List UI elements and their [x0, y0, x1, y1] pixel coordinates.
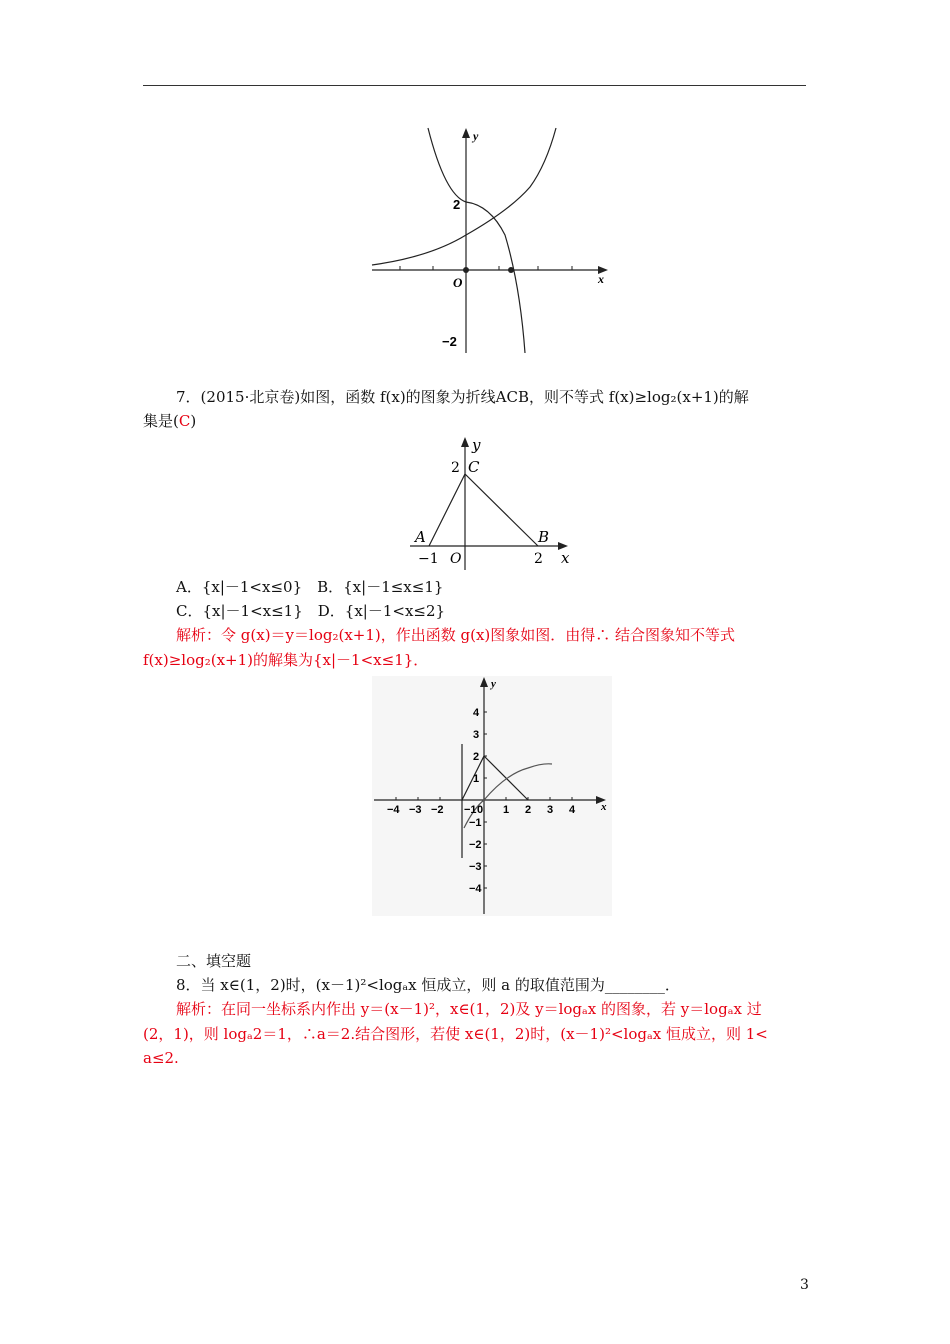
fig3-y-tick-neg3: −3	[469, 861, 482, 873]
fig3-x-tick-1: 1	[503, 804, 510, 816]
q7-option-line-1: A．{x|－1<x≤0} B．{x|－1≤x≤1}	[176, 578, 444, 596]
fig2-y-label: y	[472, 436, 481, 454]
fig3-x-tick-neg2: −2	[431, 804, 444, 816]
fig3-y-tick-3: 3	[473, 729, 480, 741]
q7-line1: 7．(2015·北京卷)如图，函数 f(x)的图象为折线ACB，则不等式 f(x)≥log₂(x+1)的解	[176, 388, 749, 406]
q8-analysis-line1	[176, 998, 762, 1020]
fig2-point-B: B	[538, 528, 550, 546]
fig3-y-label: y	[491, 678, 496, 690]
q8-question: 8．当 x∈(1，2)时，(x－1)²<logₐx 恒成立，则 a 的取值范围为________．	[176, 976, 680, 994]
fig2-point-C: C	[468, 458, 480, 476]
q7-line2	[143, 410, 196, 432]
q8-analysis-line2: (2，1)，则 logₐ2＝1，∴a＝2.结合图形，若使 x∈(1，2)时，(x－1)²<logₐx 恒成立，则 1<	[143, 1025, 768, 1043]
q7-analysis-text1: 令 g(x)＝y＝log₂(x+1)，作出函数 g(x)图象如图．由得∴ 结合图象知不等式	[221, 626, 736, 644]
fig3-y-tick-1: 1	[473, 773, 480, 785]
fig3-x-tick-neg3: −3	[409, 804, 422, 816]
page-number: 3	[800, 1277, 809, 1293]
fig3-y-tick-neg1: −1	[469, 817, 482, 829]
fig1-tick-neg2: −2	[442, 334, 457, 349]
fig3-x-label: x	[601, 801, 607, 813]
fig2-tick-neg1: −1	[418, 551, 439, 567]
fig2-point-A: A	[415, 528, 426, 546]
fig3-x-tick-3: 3	[547, 804, 554, 816]
fig3-y-tick-2: 2	[473, 751, 480, 763]
q7-analysis-line1	[176, 624, 735, 646]
fig1-tick-2: 2	[453, 197, 461, 212]
fig3-x-tick-4: 4	[569, 804, 576, 816]
q8-analysis-text1: 在同一坐标系内作出 y＝(x－1)²，x∈(1，2)及 y＝logₐx 的图象，若 y＝logₐx 过	[221, 1000, 762, 1018]
fig1-y-label: y	[473, 129, 479, 143]
fig3-y-tick-neg4: −4	[469, 883, 482, 895]
figure-2-graph	[408, 432, 578, 572]
q7-line2-suffix: )	[190, 412, 197, 430]
fig3-y-tick-4: 4	[473, 707, 480, 719]
figure-1-graph	[370, 125, 615, 355]
fig3-x-tick-neg1: −1	[464, 804, 477, 816]
fig2-tick-2y: 2	[451, 460, 460, 476]
fig3-x-tick-neg4: −4	[387, 804, 400, 816]
q7-answer: C	[178, 412, 191, 430]
fig3-x-tick-0: 0	[477, 804, 484, 816]
q8-analysis-label: 解析：	[176, 1000, 222, 1018]
fig2-x-label: x	[561, 549, 570, 567]
fig1-x-label: x	[598, 272, 604, 286]
figure-3-graph	[372, 676, 612, 916]
header-rule	[143, 85, 806, 86]
q7-analysis-line2: f(x)≥log₂(x+1)的解集为{x|－1<x≤1}．	[143, 651, 429, 669]
q7-analysis-label: 解析：	[176, 626, 222, 644]
fig3-y-tick-neg2: −2	[469, 839, 482, 851]
q7-line2-prefix: 集是(	[143, 412, 179, 430]
fig3-x-tick-2: 2	[525, 804, 532, 816]
fig2-tick-2x: 2	[534, 551, 543, 567]
fig2-origin: O	[450, 551, 462, 567]
section-title: 二、填空题	[176, 952, 252, 970]
fig1-origin-label: O	[453, 275, 463, 290]
q7-option-line-2: C．{x|－1<x≤1} D．{x|－1<x≤2}	[176, 602, 446, 620]
q8-analysis-line3: a≤2.	[143, 1049, 179, 1067]
